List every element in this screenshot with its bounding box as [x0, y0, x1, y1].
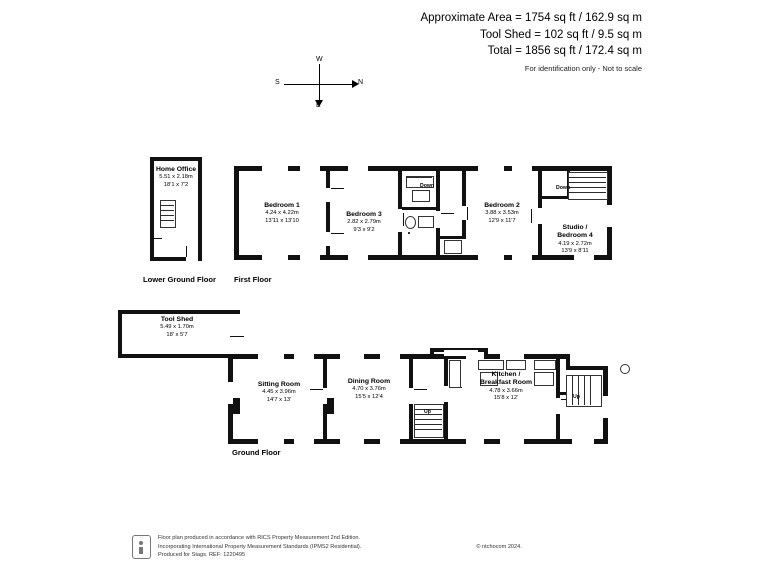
- footer-text: [158, 534, 361, 560]
- room-label-kitchen-breakfast-room: Kitchen / Breakfast Room 4.78 x 3.66m 15'8 x 12': [479, 371, 533, 402]
- ff-window: [478, 254, 504, 261]
- gf-wall-porch-right: [484, 348, 488, 356]
- tag-down-right: Down: [556, 185, 571, 191]
- gf-fireplace-sitting: [233, 398, 240, 414]
- gf-stair-tread: [415, 424, 442, 425]
- gf-stair-tread: [572, 376, 573, 405]
- tag-up-right: Up: [573, 394, 580, 400]
- compass-label-east: E: [316, 102, 321, 109]
- room-label-sitting-room: Sitting Room 4.45 x 3.96m 14'7 x 13': [257, 381, 301, 403]
- area-summary: [420, 10, 642, 75]
- lgf-detail-line: [154, 238, 162, 239]
- gf-kitchen-hob: [506, 360, 526, 370]
- approximate-area-line: Approximate Area = 1754 sq ft / 162.9 sq m: [420, 12, 642, 24]
- gf-window: [258, 438, 284, 445]
- lgf-stair-tread: [160, 205, 174, 206]
- copyright-text: © ntchocom 2024.: [476, 544, 522, 551]
- ff-stairwell: [405, 172, 435, 176]
- tag-up-left: Up: [424, 409, 431, 415]
- gf-toolshed-door-leaf: [230, 336, 244, 337]
- ff-stair-tread: [406, 177, 432, 178]
- ff-window: [262, 165, 288, 172]
- gf-stair-tread: [415, 419, 442, 420]
- gf-window: [258, 353, 284, 360]
- compass-rose: [272, 58, 368, 110]
- ff-stair-tread: [569, 182, 606, 183]
- gf-wall-top-right-ext: [566, 366, 608, 370]
- floor-title-lower-ground: Lower Ground Floor: [143, 275, 216, 284]
- gf-stair-tread: [584, 376, 585, 405]
- ff-bath-basin: [412, 190, 430, 202]
- lgf-wall-top: [150, 157, 202, 161]
- gf-doorway: [555, 398, 561, 414]
- gf-round-fixture: [620, 364, 630, 374]
- room-label-bedroom3: Bedroom 3 2.82 x 2.79m 9'3 x 9'2: [346, 211, 382, 233]
- ff-partition-bath-lower: [398, 232, 402, 255]
- footer-line-2: Incorporating International Property Measurement Standards (IPMS2 Residential).: [158, 543, 362, 550]
- identification-note: For identification only - Not to scale: [524, 64, 642, 74]
- gf-toolshed-wall-left: [118, 310, 122, 358]
- gf-window: [572, 438, 594, 445]
- ff-wc: [405, 216, 416, 229]
- gf-doorway: [408, 388, 414, 404]
- compass-label-west: W: [316, 56, 323, 63]
- gf-stair-tread: [590, 376, 591, 405]
- ff-partition-landing-right-lower: [436, 228, 440, 255]
- ff-stair-tread: [569, 187, 606, 188]
- room-label-tool-shed: Tool Shed 5.49 x 1.70m 18' x 5'7: [160, 316, 194, 338]
- ff-window: [348, 254, 368, 261]
- tool-shed-area-line: Tool Shed = 102 sq ft / 9.5 sq m: [479, 28, 642, 41]
- ff-window: [478, 165, 504, 172]
- gf-window: [500, 353, 524, 360]
- gf-window: [380, 353, 400, 360]
- ff-door-leaf: [403, 213, 404, 226]
- gf-window: [380, 438, 400, 445]
- compass-label-north: N: [358, 79, 364, 86]
- ff-doorway: [435, 212, 441, 226]
- ff-wall-bottom: [234, 255, 612, 260]
- lgf-door-leaf: [186, 246, 187, 257]
- gf-wall-right-step: [566, 354, 570, 368]
- gf-kitchen-counter: [534, 360, 556, 370]
- compass-axis-vertical: [319, 64, 320, 104]
- ff-window: [512, 165, 532, 172]
- gf-window: [294, 353, 314, 360]
- gf-window: [602, 396, 609, 418]
- floor-title-first: First Floor: [234, 275, 272, 284]
- ff-window: [348, 165, 368, 172]
- room-label-dining-room: Dining Room 4.70 x 3.76m 15'5 x 12'4: [347, 378, 391, 400]
- ff-doorway: [325, 232, 331, 246]
- gf-toolshed-wall-bottom: [118, 354, 240, 358]
- rics-logo-icon: [132, 535, 151, 559]
- ff-stair-tread: [569, 192, 606, 193]
- compass-label-south: S: [275, 79, 280, 86]
- ff-doorway: [325, 188, 331, 202]
- ff-wall-left: [234, 166, 239, 260]
- gf-stair-tread: [578, 376, 579, 405]
- ff-stair-marker: [408, 232, 410, 234]
- gf-window: [294, 438, 314, 445]
- footer: [132, 534, 522, 560]
- gf-kitchen-sink: [478, 360, 504, 370]
- ff-partition-bath-upper: [398, 171, 402, 209]
- ff-partition-bath-horizontal: [402, 207, 436, 210]
- ff-partition-studio-top: [542, 196, 568, 199]
- ff-wall-top: [234, 166, 612, 171]
- lgf-stair-tread: [160, 215, 174, 216]
- footer-line-3: Produced for Stags. REF: 1220495: [158, 552, 246, 559]
- ff-window: [300, 254, 320, 261]
- lgf-stair-tread: [160, 220, 174, 221]
- tag-down-left: Down: [420, 183, 435, 189]
- room-label-home-office: Home Office 5.51 x 2.18m 18'1 x 7'2: [155, 166, 197, 188]
- footer-line-1: Floor plan produced in accordance with RICS Property Measurement 2nd Edition.: [158, 535, 361, 542]
- gf-toolshed-doorway: [230, 322, 242, 336]
- ff-partition-landing-right: [436, 171, 440, 211]
- gf-window: [340, 353, 364, 360]
- gf-wall-bottom: [228, 439, 608, 444]
- ff-window: [300, 165, 320, 172]
- compass-axis-horizontal: [284, 84, 356, 85]
- ff-window: [512, 254, 532, 261]
- total-area-line: Total = 1856 sq ft / 172.4 sq m: [487, 45, 642, 58]
- gf-toolshed-wall-top: [118, 310, 240, 314]
- gf-window: [466, 438, 484, 445]
- ff-window: [262, 254, 288, 261]
- lgf-door-opening: [186, 256, 198, 262]
- room-label-bedroom2: Bedroom 2 3.88 x 3.53m 12'9 x 11'7: [484, 202, 520, 224]
- ff-door-leaf: [331, 188, 344, 189]
- gf-doorway: [443, 386, 449, 402]
- ff-door-leaf: [441, 213, 454, 214]
- gf-front-door: [444, 350, 478, 356]
- gf-window: [340, 438, 364, 445]
- gf-door-leaf: [414, 389, 427, 390]
- room-label-studio-bedroom4: Studio / Bedroom 4 4.19 x 2.72m 13'9 x 8'11: [557, 224, 593, 255]
- gf-stair-tread: [415, 429, 442, 430]
- lgf-stair-tread: [160, 210, 174, 211]
- gf-window: [500, 438, 524, 445]
- floor-title-ground: Ground Floor: [232, 448, 281, 457]
- room-label-bedroom1: Bedroom 1 4.24 x 4.22m 13'11 x 13'10: [264, 202, 300, 224]
- ff-ensuite-fixture: [444, 240, 462, 254]
- ff-stair-tread: [569, 177, 606, 178]
- ff-shower: [418, 216, 434, 228]
